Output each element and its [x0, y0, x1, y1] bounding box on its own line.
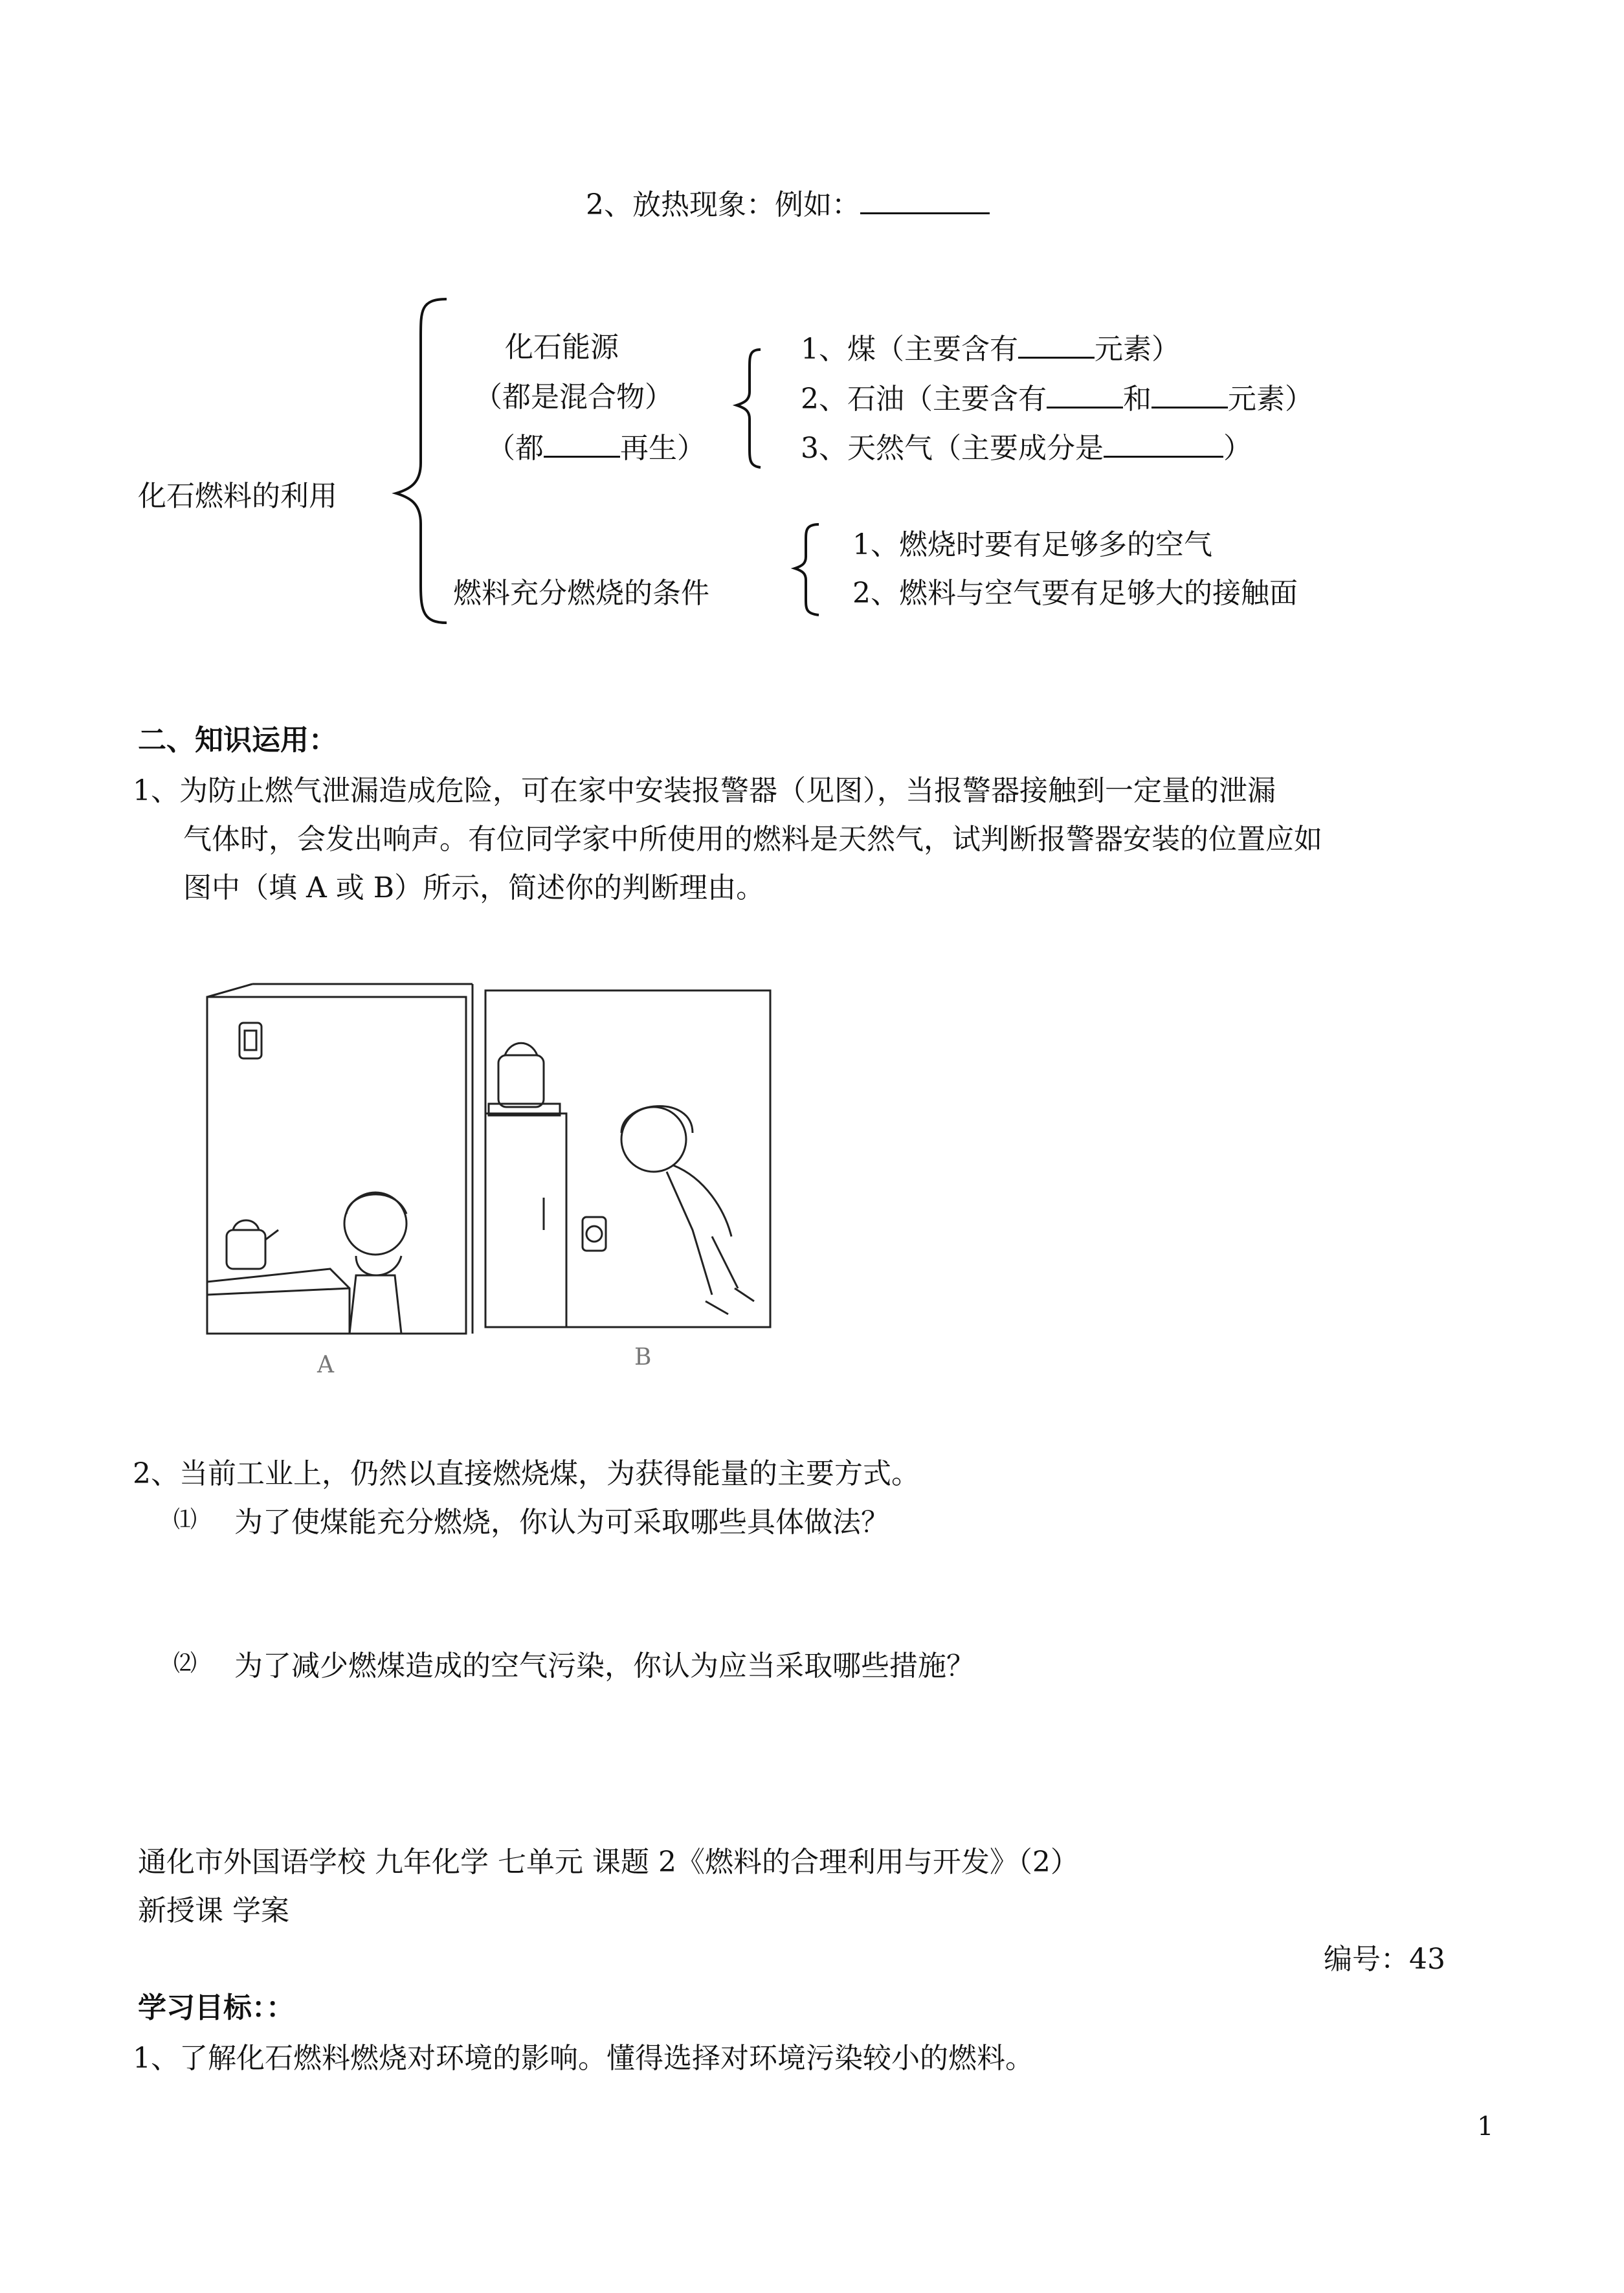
- fossil-brace: [737, 350, 761, 467]
- heat-release-text: 2、放热现象：例如：: [586, 188, 860, 221]
- fossil-energy-note1: （都是混合物）: [474, 381, 673, 414]
- coal-blank: [1018, 333, 1095, 359]
- combustion-title: 燃料充分燃烧的条件: [453, 577, 709, 610]
- gas-alarm-figure: [201, 984, 783, 1385]
- gas-alarm-illustration: [201, 984, 783, 1385]
- section-heading: 二、知识运用：: [138, 724, 337, 757]
- objectives-heading: 学习目标：：: [138, 1991, 295, 2024]
- q2-intro: 2、当前工业上，仍然以直接燃烧煤，为获得能量的主要方式。: [133, 1457, 920, 1490]
- oil-text-end: 元素）: [1228, 383, 1313, 416]
- coal-text-end: 元素）: [1095, 333, 1180, 366]
- q1-line-1: 1、为防止燃气泄漏造成危险，可在家中安装报警器（见图），当报警器接触到一定量的泄漏: [133, 774, 1276, 807]
- objective-1: 1、了解化石燃料燃烧对环境的影响。懂得选择对环境污染较小的燃料。: [133, 2042, 1034, 2075]
- oil-blank-1: [1047, 383, 1123, 408]
- note2-part-b: 再生）: [620, 432, 706, 465]
- q2-sub2: 为了减少燃煤造成的空气污染，你认为应当采取哪些措施？: [234, 1650, 975, 1683]
- oil-blank-2: [1151, 383, 1228, 408]
- gas-text-end: ）: [1223, 432, 1252, 465]
- figure-label-b: B: [634, 1344, 652, 1370]
- combustion-item-1: 1、燃烧时要有足够多的空气: [852, 528, 1212, 561]
- fossil-item-gas: [801, 432, 1252, 463]
- lesson-title: 通化市外国语学校 九年化学 七单元 课题 2《燃料的合理利用与开发》（2）: [138, 1846, 1079, 1879]
- note2-part-a: （都: [487, 432, 544, 465]
- lesson-subtitle: 新授课 学案: [138, 1894, 289, 1927]
- fossil-energy-note2: [487, 432, 706, 463]
- gas-text: 3、天然气（主要成分是: [801, 432, 1104, 465]
- diagram-root: 化石燃料的利用: [138, 480, 337, 513]
- q2-sub1-num: ⑴: [173, 1506, 197, 1533]
- fossil-energy-title: 化石能源: [505, 331, 619, 364]
- lesson-number: 编号：43: [1324, 1943, 1445, 1976]
- coal-text: 1、煤（主要含有: [801, 333, 1018, 366]
- note2-blank: [544, 432, 620, 458]
- root-brace: [396, 299, 447, 623]
- fossil-item-coal: [801, 333, 1180, 364]
- figure-label-a: A: [317, 1352, 334, 1378]
- page-number: 1: [1477, 2112, 1494, 2142]
- q1-line-2: 气体时，会发出响声。有位同学家中所使用的燃料是天然气，试判断报警器安装的位置应如: [183, 823, 1322, 856]
- q2-sub1: 为了使煤能充分燃烧，你认为可采取哪些具体做法？: [234, 1506, 889, 1539]
- combustion-item-2: 2、燃料与空气要有足够大的接触面: [852, 577, 1298, 610]
- combustion-brace: [795, 524, 819, 615]
- q1-line-3: 图中（填 A 或 B）所示，简述你的判断理由。: [183, 871, 765, 904]
- gas-blank: [1104, 432, 1223, 458]
- oil-text: 2、石油（主要含有: [801, 383, 1047, 416]
- q2-sub2-num: ⑵: [173, 1650, 197, 1677]
- oil-text-and: 和: [1123, 383, 1151, 416]
- fossil-item-oil: [801, 383, 1313, 414]
